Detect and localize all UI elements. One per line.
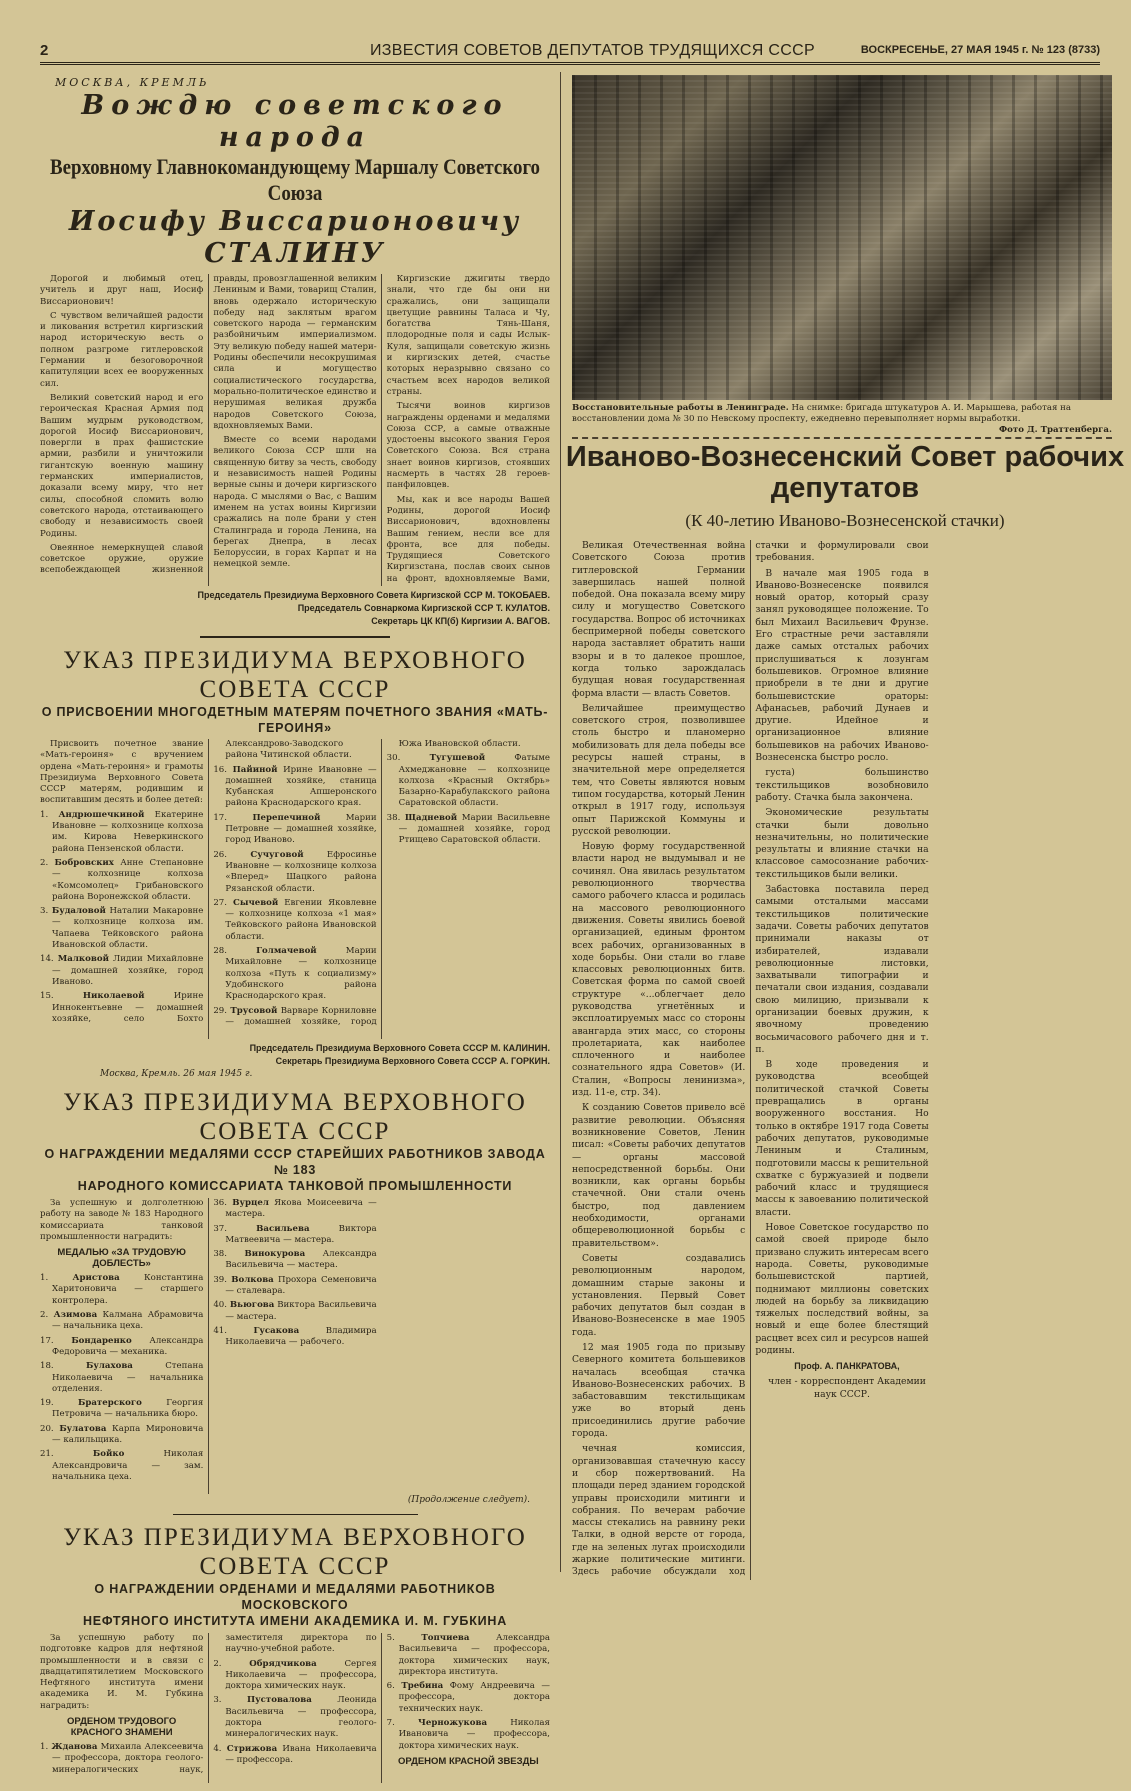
item-text: Константина Харитоновича — старшего контролера. — [52, 1273, 204, 1306]
letter-body — [40, 274, 550, 586]
divider — [173, 1514, 418, 1515]
decree-signatures — [40, 1042, 550, 1068]
decree-tank — [40, 1088, 550, 1506]
item-name: Братерского — [78, 1398, 142, 1409]
list-item — [213, 850, 376, 895]
item-number: 40. — [213, 1300, 230, 1311]
signature: Председатель Президиума Верховного Совета Киргизской ССР М. ТОКОБАЕВ. — [197, 590, 550, 600]
item-name: Николаевой — [82, 991, 145, 1002]
item-number: 26. — [213, 849, 251, 860]
item-name: Требина — [401, 1681, 444, 1692]
item-name: Будаловой — [51, 906, 106, 917]
item-name: Сучуговой — [250, 849, 304, 860]
column-divider — [560, 72, 561, 1572]
item-number: 1. — [40, 1742, 52, 1753]
list-item — [213, 1659, 376, 1693]
item-text: Николая Александровича — зам. начальника цеха. — [52, 1449, 204, 1482]
item-number: 36. — [213, 1198, 233, 1208]
item-name: Тугушевой — [429, 753, 486, 764]
item-text: Виктора Матвеевича — мастера. — [225, 1223, 377, 1245]
item-name: Бондаренко — [71, 1335, 132, 1346]
list-item — [213, 898, 376, 943]
item-text: Александра Федоровича — механика. — [52, 1335, 204, 1357]
list-item — [213, 1249, 376, 1272]
decree-gubkin — [40, 1523, 550, 1783]
list-item — [387, 813, 550, 847]
item-name: Винокурова — [244, 1249, 306, 1260]
list-item — [40, 1424, 203, 1447]
paragraph: В ходе проведения и руководства всеобщей политической стачкой Советы превращались в органы вооруженного восстания. Но только в октябре 1917 года Советы рабочих депутатов, руководимые Лениным и Сталиным, подготовили массы к решительной схватке с буржуазией и подвели рабочий класс и трудящиеся массы к завоеванию политической власти. — [755, 1059, 929, 1218]
caption-bold: Восстановительные работы в Ленинграде. — [572, 403, 789, 413]
item-number: 3. — [40, 906, 52, 917]
paragraph: Великая Отечественная война Советского Союза против гитлеровской Германии завершилась нашей полной победой. Она показала всему миру силу и могущество Советского государства. Вопрос об источниках беспримерной победы советского народа заставляет обратить наши взоры и в то далекое прошлое, когда только зарождалась будущая новая государственная форма власти — власть Советов. — [572, 540, 746, 699]
decree-subheading-2: НЕФТЯНОГО ИНСТИТУТА ИМЕНИ АКАДЕМИКА И. М. ГУБКИНА — [82, 1614, 508, 1628]
item-number: 41. — [213, 1325, 254, 1336]
place-date: Москва, Кремль. 26 мая 1945 г. — [100, 1069, 253, 1079]
item-name: Обрядчикова — [249, 1658, 317, 1669]
item-text: Якова Моисеевича — мастера. — [225, 1198, 377, 1220]
paragraph: густа) большинство текстильщиков возобновило работу. Стачка была закончена. — [755, 767, 929, 803]
item-name: Бойко — [92, 1449, 125, 1460]
photo-credit: Фото Д. Траттенберга. — [999, 425, 1112, 435]
list-item — [40, 1361, 203, 1395]
item-number: 7. — [386, 1718, 419, 1729]
caption-text: На снимке: бригада штукатуров А. И. Марышева, работая на восстановлении дома № 30 по Невскому проспекту, ежедневно перевыполняет нормы выработки. — [572, 403, 1071, 424]
letter-section — [40, 76, 550, 628]
list-item — [213, 1275, 376, 1298]
item-text: Марии Васильевне — домашней хозяйке, город Ртищево Саратовской области. — [398, 812, 550, 846]
item-number: 2. — [213, 1658, 250, 1669]
list-item — [40, 810, 203, 855]
list-item — [40, 954, 203, 988]
item-name: Пайиной — [232, 764, 278, 775]
item-number: 27. — [213, 897, 233, 908]
photo-leningrad — [572, 75, 1112, 400]
section-title: ОРДЕНОМ КРАСНОЙ ЗВЕЗДЫ — [397, 1755, 539, 1767]
item-number: 29. — [213, 1005, 231, 1016]
item-text: Степана Николаевича — начальника отделения. — [52, 1361, 204, 1394]
item-number: 21. — [40, 1449, 93, 1460]
item-text: Леонида Васильевича — профессора, доктора геолого-минералогических наук. — [225, 1695, 377, 1740]
item-text: Марии Михайловне — колхознице колхоза «Путь к социализму» Удобинского района Краснодарского края. — [225, 946, 377, 1002]
item-text: Георгия Петровича — начальника бюро. — [52, 1398, 204, 1420]
item-name: Бобровских — [54, 857, 114, 868]
list-item — [213, 1695, 376, 1740]
item-name: Булатова — [59, 1423, 107, 1434]
item-name: Жданова — [51, 1742, 98, 1753]
list-item — [387, 1681, 550, 1715]
decree-heading: УКАЗ ПРЕЗИДИУМА ВЕРХОВНОГО СОВЕТА СССР — [63, 1524, 527, 1580]
decree-body — [40, 739, 550, 1039]
paragraph: Новую форму государственной власти народ не выдумывал и не сочинял. Она явилась результатом революционного творчества самого рабочего класса и родилась на массового революционного движения. Советы явились боевой организацией, единым фронтом всех рабочих, организованных в ходе борьбы. Они стали во главе классовых революционных битв. Советская форма по самой своей структуре «...облегчает дело руководства угнетённых и эксплоатируемых масс со стороны авангарда этих масс, со стороны пролетариата, как наиболее сплоченного и наиболее сознательного ядра Советов» (И. Сталин, «Вопросы ленинизма», изд. 11-е, стр. 34). — [572, 841, 746, 1099]
item-name: Аристова — [72, 1273, 120, 1284]
masthead — [40, 40, 1100, 65]
item-name: Черножукова — [418, 1718, 488, 1729]
list-item — [213, 1224, 376, 1247]
paragraph: 12 мая 1905 года по призыву Северного комитета большевиков началась всеобщая стачка Иваново-Вознесенских рабочих. В забастовавшим текстильщикам уже во вторый день присоединились другие рабочие города. — [572, 1342, 746, 1440]
item-number: 39. — [213, 1274, 232, 1285]
left-column — [40, 76, 550, 1791]
item-text: Лидии Михайловне — домашней хозяйке, город Иваново. — [52, 954, 204, 987]
item-text: Ирине Иннокентьевне — домашней хозяйке, село Бохто Александрово-Заводского района Читинской области. — [52, 739, 352, 1024]
item-text: Екатерине Ивановне — колхознице колхоза им. Кирова Неверкинского района Пензенской области. — [52, 809, 204, 854]
letter-signatures — [40, 589, 550, 628]
list-item — [40, 906, 203, 951]
item-number: 20. — [40, 1423, 60, 1434]
item-name: Сычевой — [232, 897, 279, 908]
item-name: Азимова — [53, 1310, 98, 1321]
signature: Председатель Совнаркома Киргизской ССР Т. КУЛАТОВ. — [297, 603, 550, 613]
item-name: Топчиева — [421, 1633, 470, 1643]
paragraph: Советы создавались революционным народом, домашним старые законы и установления. Первый Совет рабочих депутатов был создан в Иваново-Вознесенске в мае 1905 года. — [572, 1252, 746, 1338]
item-number: 1. — [40, 1273, 73, 1284]
paragraph: Величайшее преимущество советского строя, позволившее столь быстро и планомерно мобилизовать для дела победы все ресурсы нашей страны, в значительной мере определяется тем, что Советы являются новым типом государства, который Ленин открыл в 1917 году, используя опыт Парижской Коммуны и русской революции. — [572, 702, 746, 837]
section-title: ОРДЕНОМ ТРУДОВОГО КРАСНОГО ЗНАМЕНИ — [67, 1716, 177, 1739]
list-item — [40, 1336, 203, 1359]
item-text: Сергея Николаевича — профессора, доктора химических наук. — [225, 1658, 377, 1692]
paragraph: Великий советский народ и его героическая Красная Армия под Вашим мудрым руководством, дорогой Иосиф Виссарионович, повергли в прах фашистские армии, разбили и уничтожили гигантскую военную машину германских империалистов, доказали всему миру, что нет силы, способной сломить волю советского народа, отстаивающего свободу и независимость своей Родины. — [40, 392, 204, 539]
list-item — [387, 1718, 550, 1752]
list-item — [213, 1300, 376, 1323]
item-name: Пустовалова — [247, 1695, 312, 1706]
item-number: 38. — [386, 812, 405, 823]
list-item — [40, 1273, 203, 1307]
item-number: 5. — [386, 1633, 422, 1643]
divider — [572, 437, 1112, 439]
item-number: 28. — [213, 946, 257, 957]
decree-subheading-2: НАРОДНОГО КОМИССАРИАТА ТАНКОВОЙ ПРОМЫШЛЕННОСТИ — [77, 1179, 513, 1193]
article-subtitle: (К 40-летию Иваново-Вознесенской стачки) — [685, 511, 1005, 530]
paragraph: Мы, как и все народы Вашей Родины, дорогой Иосиф Виссарионович, вдохновлены Вашим гением, несли все для фронта, все для победы. Трудящиеся Советского Киргизстана, послав своих сынов на фронт, вдохновляемые Вами, — [386, 494, 550, 584]
divider — [200, 636, 390, 638]
paragraph: Дорогой и любимый отец, учитель и друг наш, Иосиф Виссарионович! — [40, 274, 204, 307]
item-number: 3. — [213, 1695, 248, 1706]
decree-intro: За успешную и долголетнюю работу на заводе № 183 Народного комиссариата танковой промышленности наградить: — [40, 1198, 204, 1242]
decree-mothers — [40, 646, 550, 1080]
item-number: 2. — [40, 1310, 54, 1321]
item-name: Перепечиной — [252, 812, 321, 823]
item-name: Гусакова — [253, 1325, 300, 1336]
item-text: Ирине Ивановне — домашней хозяйке, станица Кубанская Апшеронского района Краснодарского края. — [225, 764, 377, 809]
dateline: ВОСКРЕСЕНЬЕ, 27 МАЯ 1945 г. № 123 (8733) — [860, 44, 1100, 56]
item-name: Булахова — [86, 1361, 133, 1372]
decree-subheading: О НАГРАЖДЕНИИ ОРДЕНАМИ И МЕДАЛЯМИ РАБОТНИКОВ МОСКОВСКОГО — [94, 1582, 496, 1612]
item-number: 14. — [40, 954, 58, 965]
item-text: Анне Степановне — колхознице колхоза «Комсомолец» Грибановского района Воронежской области. — [52, 857, 204, 902]
item-name: Вурцел — [232, 1198, 269, 1208]
letter-kicker: МОСКВА, КРЕМЛЬ — [55, 76, 210, 89]
item-number: 18. — [40, 1361, 86, 1372]
item-text: Виктора Васильевича — мастера. — [225, 1300, 377, 1322]
item-text: Наталии Макаровне — колхознице колхоза им. Чапаева Тейковского района Ивановской области. — [52, 906, 204, 951]
paragraph: Киргизские джигиты твердо знали, что где бы они ни сражались, они защищали цветущие равнины Таласа и Чу, богатства Тянь-Шаня, плодородные поля и сады Ислык-Куля, защищали советскую жизнь и киргизских детей, счастье которых неразрывно связано со счастьем всех народов великой страны. — [386, 274, 550, 397]
item-text: Ефросинье Ивановне — колхознице колхоза «Вперед» Шацкого района Рязанской области. — [225, 849, 377, 894]
item-name: Андрюшечкиной — [58, 809, 145, 820]
photo-caption — [572, 403, 1112, 436]
item-text: Михаила Алексеевича — профессора, доктора геолого-минералогических наук, заместителя директора по научно-учебной работе. — [52, 1633, 377, 1775]
continued-note: (Продолжение следует). — [407, 1495, 530, 1505]
item-text: Фатыме Ахмеджановне — колхознице колхоза «Красный Октябрь» Базарно-Карабулакского района Саратовской области. — [398, 753, 550, 809]
paragraph: Забастовка поставила перед самыми отсталыми массами текстильщиков политические задачи. Советы рабочих депутатов принимали наказы от избирателей, издавали революционные листовки, захватывали типографии и печатали свои издания, создавали свою милицию, призывали к организации боевых дружин, к явочному проведению восьмичасового рабочего дня и т. п. — [755, 884, 929, 1055]
item-text: Варваре Корниловне — домашней хозяйке, город Южа Ивановской области. — [225, 739, 521, 1027]
author-title: член - корреспондент Академии наук СССР. — [768, 1376, 926, 1400]
letter-title: Вождю советского народа — [81, 90, 509, 153]
paragraph: чечная комиссия, организовавшая стачечную кассу и сбор пожертвований. На площади перед зданием городской управы происходили митинги и собрания. По вечерам рабочие массы стекались на равнину реки Талки, в одной версте от города, где на зеленых лугах происходили жаркие политические митинги. Здесь рабочие обсуждали ход стачки и формулировали свои требования. — [572, 540, 929, 1578]
item-number: 2. — [40, 857, 55, 868]
decree-intro: За успешную работу по подготовке кадров для нефтяной промышленности и в связи с двадцатипятилетием Московского Нефтяного института имени академика И. М. Губкина наградить: — [40, 1633, 204, 1711]
decree-heading: УКАЗ ПРЕЗИДИУМА ВЕРХОВНОГО СОВЕТА СССР — [63, 647, 527, 703]
signature: Секретарь Президиума Верховного Совета СССР А. ГОРКИН. — [275, 1056, 550, 1066]
item-number: 38. — [213, 1249, 245, 1260]
item-text: Марии Петровне — домашней хозяйке, город Иваново. — [225, 812, 377, 846]
decree-heading: УКАЗ ПРЕЗИДИУМА ВЕРХОВНОГО СОВЕТА СССР — [63, 1089, 527, 1145]
item-name: Голмачевой — [256, 946, 317, 957]
letter-title-3: Иосифу Виссарионовичу СТАЛИНУ — [68, 206, 522, 269]
signature: Председатель Президиума Верховного Совета СССР М. КАЛИНИН. — [249, 1043, 550, 1053]
item-number: 17. — [213, 812, 253, 823]
item-number: 15. — [40, 991, 83, 1002]
item-name: Васильева — [256, 1223, 310, 1234]
paragraph: Новое Советское государство по самой своей природе было призвано служить интересам всего народа. Советы, руководимые большевистской партией, поднимают миллионы советских людей на борьбу за ликвидацию тяжелых последствий войны, за новый и еще более блестящий расцвет всех сил и ресурсов нашей родины. — [755, 1222, 929, 1356]
paragraph: В начале мая 1905 года в Иваново-Вознесенске появился новый оратор, который сразу занял руководящее положение. То был Михаил Васильевич Фрунзе. Его страстные речи заставляли даже самых отсталых рабочих прислушиваться к лозунгам большевиков. Огромное влияние приобрели в те дни и другие большевистские ораторы: Афанасьев, рабочий Дунаев и другие. Идейное и организационное влияние большевиков на рабочих Иваново-Вознесенска быстро росло. — [755, 567, 929, 764]
item-name: Малковой — [57, 954, 109, 965]
item-number: 37. — [213, 1223, 257, 1234]
item-text: Владимира Николаевича — рабочего. — [225, 1325, 377, 1348]
newspaper-title: ИЗВЕСТИЯ СОВЕТОВ ДЕПУТАТОВ ТРУДЯЩИХСЯ СССР — [370, 42, 815, 59]
paragraph: К созданию Советов привело всё развитие революции. Объясняя возникновение Советов, Ленин писал: «Советы рабочих депутатов — органы массовой непосредственной борьбы. Они возникли, как органы борьбы стачечной. Они стали очень быстро, под давлением необходимости, органами общереволюционной борьбы с правительством». — [572, 1102, 746, 1249]
decree-body — [40, 1633, 550, 1783]
paragraph: Вместе со всеми народами великого Союза ССР шли на священную битву за честь, свободу и независимость нашей Родины верные сыны и дочери киргизского народа. С мыслями о Вас, с Вашим именем на устах воины Киргизии сражались на поле брани у стен Сталинграда и города Ленина, на берегах Днепра, в лесах Белоруссии, в горах Карпат и на немецкой земле. — [213, 435, 377, 570]
paragraph: Тысячи воинов киргизов награждены орденами и медалями Союза ССР, а самые отважные удостоены высокого звания Героя Советского Союза. Вся страна знает воинов киргизов, стоявших насмерть в частях 28 героев-панфиловцев. — [386, 401, 550, 491]
list-item — [387, 753, 550, 809]
item-text: Александра Васильевича — профессора, доктора химических наук, директора института. — [398, 1633, 550, 1677]
decree-body — [40, 1198, 550, 1494]
paragraph: Овеянное немеркнущей славой советское оружие, оружие всепобеждающей жизненной правды, провозглашенной великим Лениным и Вами, товарищ Сталин, вновь одержало историческую победу над заклятым врагом советского народа — германским разбойничьим империализмом. Эту великую победу нашей матери-Родины обеспечили несокрушимая сила и могущество социалистического государства, морально-политическое единство и нерушимая великая дружба народов Советского Союза, вдохновляемых Вами. — [40, 274, 377, 576]
item-text: Ивана Николаевича — профессора. — [225, 1743, 377, 1765]
item-name: Стрижова — [226, 1743, 278, 1754]
item-text: Николая Ивановича — профессора, доктора химических наук. — [398, 1718, 550, 1751]
list-item — [40, 1398, 203, 1421]
list-item — [213, 813, 376, 847]
decree-subheading: О ПРИСВОЕНИИ МНОГОДЕТНЫМ МАТЕРЯМ ПОЧЕТНОГО ЗВАНИЯ «МАТЬ-ГЕРОИНЯ» — [41, 705, 549, 735]
item-name: Щадневой — [404, 812, 458, 823]
signature: Секретарь ЦК КП(б) Киргизии А. ВАГОВ. — [371, 616, 550, 626]
item-name: Трусовой — [230, 1005, 278, 1016]
item-number: 17. — [40, 1335, 72, 1346]
item-text: Карпа Мироновича — калильщика. — [52, 1423, 204, 1446]
section-title: МЕДАЛЬЮ «ЗА ТРУДОВУЮ ДОБЛЕСТЬ» — [57, 1247, 186, 1270]
list-item — [40, 858, 203, 903]
item-text: Калмана Абрамовича — начальника цеха. — [52, 1310, 204, 1332]
page-number: 2 — [40, 42, 49, 59]
list-item — [387, 1633, 550, 1678]
item-number: 19. — [40, 1398, 78, 1409]
paragraph: Экономические результаты стачки были довольно незначительны, но политические результаты и влияние стачки на классовое самосознание рабочих-текстильщиков были велики. — [755, 807, 929, 880]
item-text: Евгении Яковлевне — колхознице колхоза «1 мая» Тейковского района Ивановской области. — [225, 897, 377, 942]
list-item — [213, 765, 376, 810]
item-number: 16. — [213, 764, 233, 775]
article-title: Иваново-Вознесенский Совет рабочих депутатов — [565, 441, 1125, 504]
item-text: Прохора Семеновича — сталевара. — [225, 1274, 377, 1297]
item-number: 4. — [213, 1743, 227, 1754]
letter-title-2: Верховному Главнокомандующему Маршалу Советского Союза — [49, 154, 541, 205]
list-item — [213, 946, 376, 1002]
item-name: Волкова — [231, 1274, 274, 1285]
article-author: Проф. А. ПАНКРАТОВА, — [794, 1361, 900, 1372]
list-item — [213, 1744, 376, 1767]
list-item — [40, 1449, 203, 1483]
list-item — [213, 1326, 376, 1349]
item-number: 30. — [386, 753, 430, 764]
item-text: Фому Андреевича — профессора, доктора технических наук. — [398, 1681, 550, 1714]
paragraph: С чувством величайшей радости и ликования встретил киргизский народ историческую весть о полном разгроме гитлеровской Германии и безоговорочной капитуляции всех ее вооруженных сил. — [40, 310, 204, 389]
item-number: 1. — [40, 809, 59, 820]
item-name: Вьюгова — [229, 1300, 275, 1311]
list-item — [40, 1310, 203, 1333]
article-body — [572, 540, 1112, 1580]
decree-intro: Присвоить почетное звание «Мать-героиня» с вручением ордена «Мать-героиня» и грамоты Президиума Верховного Совета СССР матерям, родившим и воспитавшим десять и более детей: — [40, 739, 204, 806]
item-number: 6. — [386, 1681, 402, 1692]
list-item — [213, 1198, 376, 1221]
decree-subheading: О НАГРАЖДЕНИИ МЕДАЛЯМИ СССР СТАРЕЙШИХ РАБОТНИКОВ ЗАВОДА № 183 — [44, 1147, 546, 1177]
item-text: Александра Васильевича — мастера. — [225, 1249, 377, 1271]
